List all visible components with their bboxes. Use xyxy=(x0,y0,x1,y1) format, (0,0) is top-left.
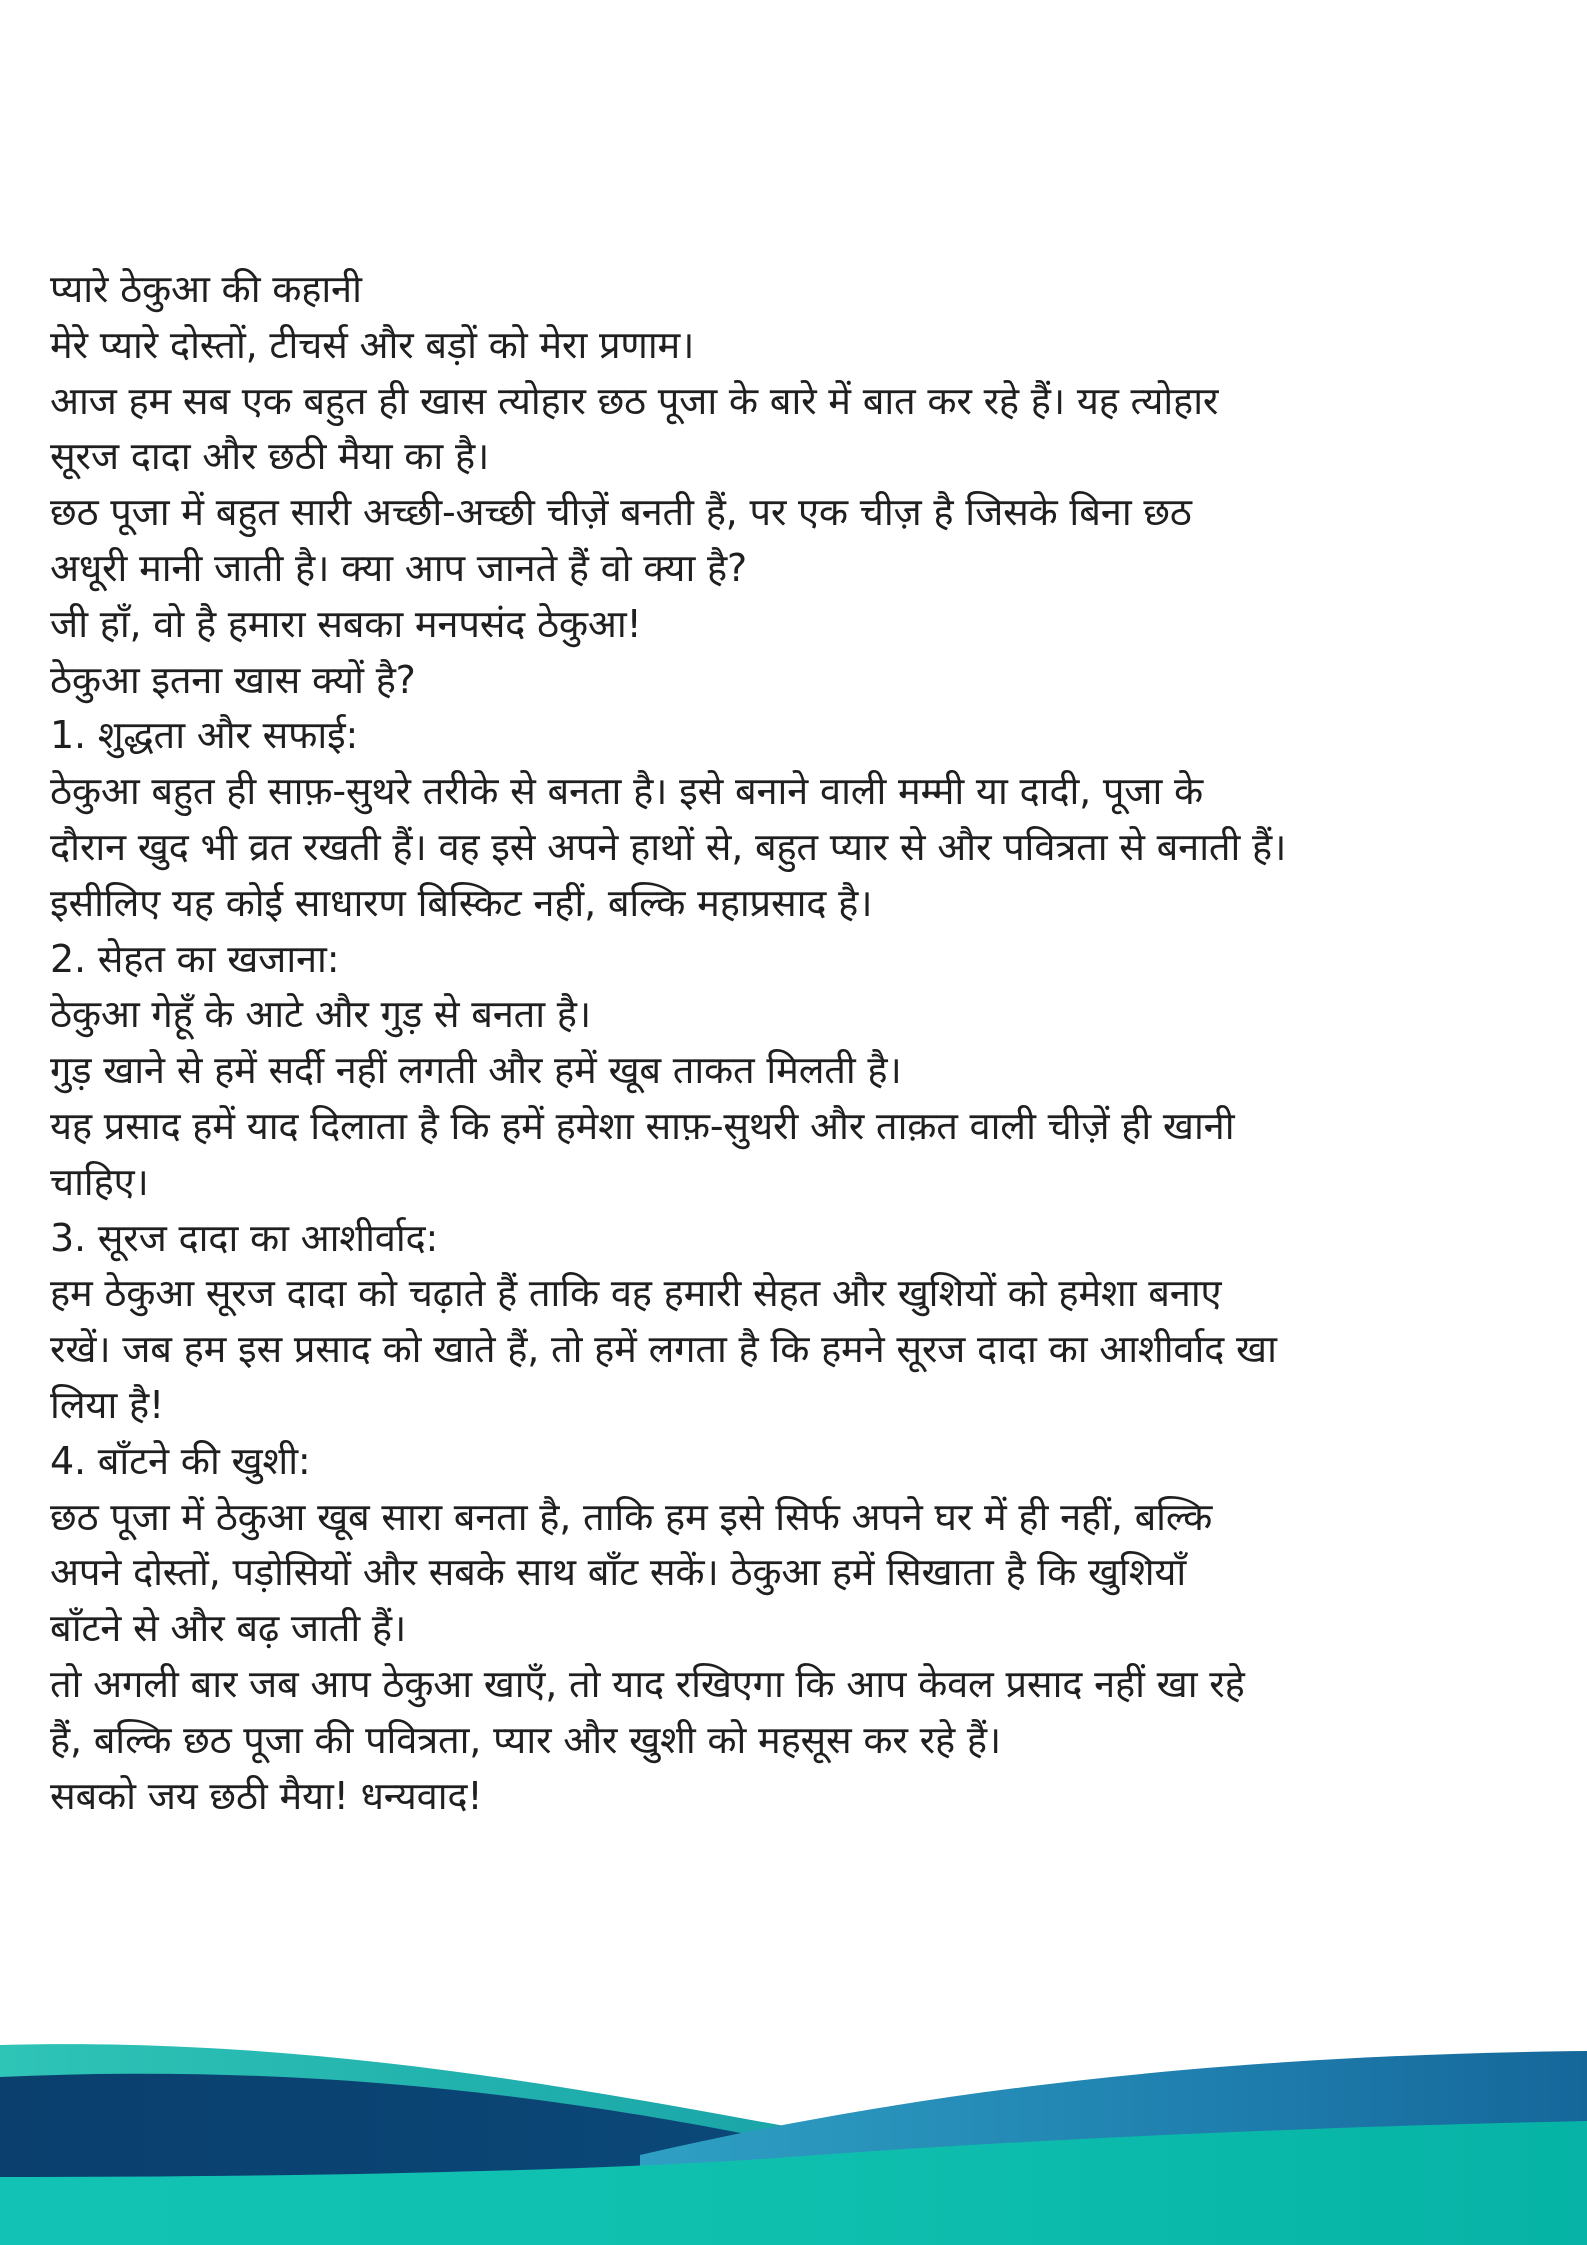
text-line: अपने दोस्तों, पड़ोसियों और सबके साथ बाँट सकें। ठेकुआ हमें सिखाता है कि खुशियाँ xyxy=(50,1550,1187,1595)
decorative-wave-footer xyxy=(0,1945,1587,2245)
text-line: हम ठेकुआ सूरज दादा को चढ़ाते हैं ताकि वह हमारी सेहत और खुशियों को हमेशा बनाए xyxy=(50,1271,1222,1316)
text-line: रखें। जब हम इस प्रसाद को खाते हैं, तो हमें लगता है कि हमने सूरज दादा का आशीर्वाद खा xyxy=(50,1327,1277,1372)
section-question: ठेकुआ इतना खास क्यों है? xyxy=(50,657,416,702)
story-title: प्यारे ठेकुआ की कहानी xyxy=(50,267,362,311)
text-line: सूरज दादा और छठी मैया का है। xyxy=(50,434,490,479)
section-heading: 1. शुद्धता और सफाई: xyxy=(50,713,359,758)
text-line: ठेकुआ बहुत ही साफ़-सुथरे तरीके से बनता है। इसे बनाने वाली मम्मी या दादी, पूजा के xyxy=(50,769,1203,814)
text-line: मेरे प्यारे दोस्तों, टीचर्स और बड़ों को मेरा प्रणाम। xyxy=(50,322,695,367)
section-heading: 4. बाँटने की खुशी: xyxy=(50,1438,311,1483)
text-line: छठ पूजा में बहुत सारी अच्छी-अच्छी चीज़ें बनती हैं, पर एक चीज़ है जिसके बिना छठ xyxy=(50,490,1192,535)
text-line: यह प्रसाद हमें याद दिलाता है कि हमें हमेशा साफ़-सुथरी और ताक़त वाली चीज़ें ही खानी xyxy=(50,1103,1235,1148)
text-line: तो अगली बार जब आप ठेकुआ खाएँ, तो याद रखिएगा कि आप केवल प्रसाद नहीं खा रहे xyxy=(50,1661,1245,1706)
section-heading: 3. सूरज दादा का आशीर्वाद: xyxy=(50,1215,439,1260)
text-line: दौरान खुद भी व्रत रखती हैं। वह इसे अपने हाथों से, बहुत प्यार से और पवित्रता से बनाती हैं। xyxy=(50,824,1287,869)
document-body xyxy=(50,262,1550,1824)
text-line: आज हम सब एक बहुत ही खास त्योहार छठ पूजा के बारे में बात कर रहे हैं। यह त्योहार xyxy=(50,378,1219,423)
text-line: चाहिए। xyxy=(50,1159,149,1204)
text-line: हैं, बल्कि छठ पूजा की पवित्रता, प्यार और खुशी को महसूस कर रहे हैं। xyxy=(50,1717,1001,1762)
text-line: जी हाँ, वो है हमारा सबका मनपसंद ठेकुआ! xyxy=(50,601,642,646)
section-heading: 2. सेहत का खजाना: xyxy=(50,936,340,981)
text-line: ठेकुआ गेहूँ के आटे और गुड़ से बनता है। xyxy=(50,992,591,1037)
text-line: बाँटने से और बढ़ जाती हैं। xyxy=(50,1606,407,1651)
text-line: छठ पूजा में ठेकुआ खूब सारा बनता है, ताकि हम इसे सिर्फ अपने घर में ही नहीं, बल्कि xyxy=(50,1494,1213,1539)
closing-line: सबको जय छठी मैया! धन्यवाद! xyxy=(50,1773,483,1818)
text-line: लिया है! xyxy=(50,1382,164,1427)
text-line: गुड़ खाने से हमें सर्दी नहीं लगती और हमें खूब ताकत मिलती है। xyxy=(50,1048,902,1093)
text-line: अधूरी मानी जाती है। क्या आप जानते हैं वो क्या है? xyxy=(50,545,747,590)
text-line: इसीलिए यह कोई साधारण बिस्किट नहीं, बल्कि महाप्रसाद है। xyxy=(50,880,873,925)
